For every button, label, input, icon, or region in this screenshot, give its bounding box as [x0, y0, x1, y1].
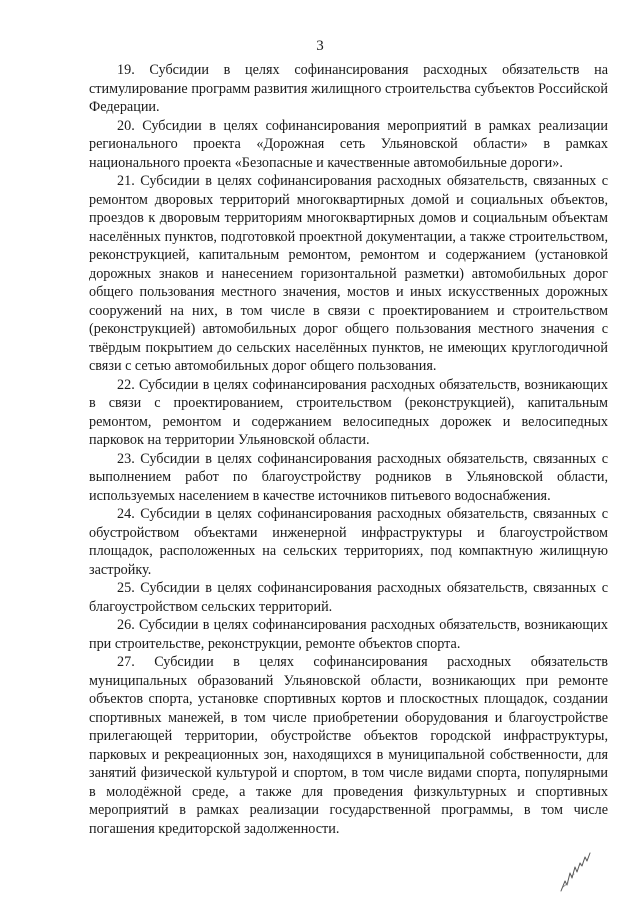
- paragraph-24: 24. Субсидии в целях софинансирования расходных обязательств, связанных с обустройством объектами инженерной инфраструктуры и благоустройством площадок, расположенных на сельских территориях, под компактную жилищную застройку.: [89, 506, 608, 578]
- paragraph-25: 25. Субсидии в целях софинансирования расходных обязательств, связанных с благоустройством сельских территорий.: [89, 580, 608, 615]
- paragraph-23: 23. Субсидии в целях софинансирования расходных обязательств, связанных с выполнением работ по благоустройству родников в Ульяновской области, используемых населением в качестве источников питьевого водоснабжения.: [89, 450, 608, 504]
- paragraph-20: 20. Субсидии в целях софинансирования мероприятий в рамках реализации регионального проекта «Дорожная сеть Ульяновской области» в рамках национального проекта «Безопасные и качественные автомобильные дороги».: [89, 117, 608, 171]
- paragraph-21: 21. Субсидии в целях софинансирования расходных обязательств, связанных с ремонтом дворовых территорий многоквартирных домой и социальных объектов, проездов к дворовым территориям многоквартирных домов и социальным объектам населённых пунктов, подготовкой проектной документации, а также строительством, реконструкцией, капитальным ремонтом, ремонтом и содержанием (установкой дорожных знаков и нанесением горизонтальной разметки) автомобильных дорог общего пользования местного значения, мостов и иных искусственных дорожных сооружений на них, в том числе в связи с проектированием и строительством (реконструкцией) автомобильных дорог общего пользования местного значения с твёрдым покрытием до сельских населённых пунктов, не имеющих круглогодичной связи с сетью автомобильных дорог общего пользования.: [89, 173, 608, 374]
- document-body: [89, 61, 608, 838]
- signature-mark-icon: [555, 845, 595, 895]
- paragraph-22: 22. Субсидии в целях софинансирования расходных обязательств, возникающих в связи с проектированием, строительством (реконструкцией), капитальным ремонтом, ремонтом и содержанием велосипедных дорожек и велосипедных парковок на территории Ульяновской области.: [89, 376, 608, 448]
- page-number: 3: [316, 38, 324, 54]
- paragraph-19: 19. Субсидии в целях софинансирования расходных обязательств на стимулирование программ развития жилищного строительства субъектов Российской Федерации.: [89, 62, 608, 115]
- paragraph-26: 26. Субсидии в целях софинансирования расходных обязательств, возникающих при строительстве, реконструкции, ремонте объектов спорта.: [89, 617, 608, 652]
- paragraph-27: 27. Субсидии в целях софинансирования расходных обязательств муниципальных образований Ульяновской области, возникающих при ремонте объектов спорта, установке спортивных кортов и плоскостных площадок, создании спортивных манежей, в том числе приобретении оборудования и благоустройстве прилегающей территории, обустройстве объектов городской инфраструктуры, парковых и рекреационных зон, находящихся в муниципальной собственности, для занятий физической культурой и спортом, в том числе видами спорта, популярными в молодёжной среде, а также для проведения физкультурных и спортивных мероприятий в рамках реализации государственной программы, в том числе погашения кредиторской задолженности.: [89, 654, 608, 837]
